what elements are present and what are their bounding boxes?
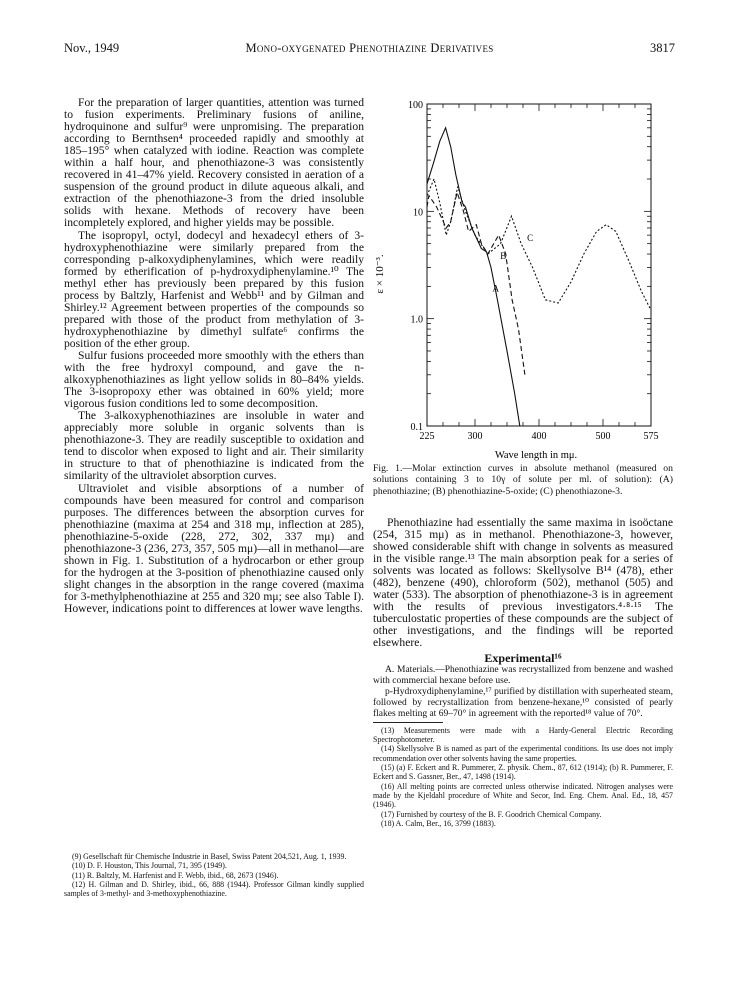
y-tick-label: 10 bbox=[413, 207, 423, 219]
header-title: Mono-oxygenated Phenothiazine Derivatives bbox=[245, 41, 494, 55]
footnote: (12) H. Gilman and D. Shirley, ibid., 66, 888 (1944). Professor Gilman kindly supplied samples of 3-methyl- and 3-methoxyphenothiazine. bbox=[64, 880, 364, 899]
paragraph: The 3-alkoxyphenothiazines are insoluble in water and appreciably more soluble in organic solvents than is phenothiazone-3. They are readily susceptible to oxidation and tend to discolor when exposed to light and air. Their similarity in structure to that of phenothiazine is indicated from the similarity of the ultraviolet absorption curves. bbox=[64, 409, 364, 483]
x-tick-label: 575 bbox=[643, 431, 659, 442]
curve-c bbox=[427, 179, 651, 310]
footnote: (13) Measurements were made with a Hardy-General Electric Recording Spectrophotometer. bbox=[373, 725, 673, 744]
paragraph: p-Hydroxydiphenylamine,¹⁷ purified by distillation with superheated steam, followed by recrystallization from benzene-hexane,¹⁰ consisted of pearly flakes melting at 69–70° in agreement with the reported¹⁸ value of 70°. bbox=[373, 686, 673, 719]
x-tick-label: 225 bbox=[419, 431, 435, 442]
right-footnotes bbox=[373, 726, 673, 829]
footnote: (16) All melting points are corrected unless otherwise indicated. Nitrogen analyses were made by the Kjeldahl procedure of White and Secor, Ind. Eng. Chem. Anal. Ed., 18, 457 (1946). bbox=[373, 781, 673, 810]
paragraph: Phenothiazine had essentially the same maxima in isoöctane (254, 315 mμ) as in methanol. Phenothiazone-3, however, showed considerable shift with change in solvents as measured in the visible range.¹³ The main absorption peak for a series of solvents was located as follows: Skellysolve B¹⁴ (478), ether (482), benzene (490), chloroform (502), methanol (505) and water (533). The absorption of phenothiazone-3 is in agreement with the results of previous investigators.⁴·⁸·¹⁵ The tuberculostatic properties of these compounds are the subject of other investigations, and the findings will be reported elsewhere. bbox=[373, 516, 673, 650]
footnote: (18) A. Calm, Ber., 16, 3799 (1883). bbox=[381, 819, 496, 828]
y-axis-label: ε × 10⁻³. bbox=[374, 254, 386, 294]
page-number: 3817 bbox=[650, 41, 675, 55]
curve-label-c: C bbox=[527, 232, 534, 243]
footnote: (9) Gesellschaft für Chemische Industrie in Basel, Swiss Patent 204,521, Aug. 1, 1939. bbox=[72, 852, 347, 861]
footnote: (11) R. Baltzly, M. Harfenist and F. Webb, ibid., 68, 2673 (1946). bbox=[72, 870, 279, 880]
y-tick-label: 100 bbox=[408, 100, 423, 111]
footnote: (10) D. F. Houston, This Journal, 71, 395 (1949). bbox=[72, 861, 227, 871]
curve-label-a: A bbox=[492, 283, 500, 294]
paragraph: For the preparation of larger quantities, attention was turned to fusion experiments. Preliminary fusions of aniline, hydroquinone and sulfur⁹ were unpromising. The preparation according to Bernthsen⁴ proceeded rapidly and smoothly at 185–195° when catalyzed with iodine. Reaction was complete within a half hour, and phenothiazone-3 was consistently recovered in 41–47% yield. Recovery consisted in aeration of a suspension of the ground product in dilute aqueous alkali, and extraction of the phenothiazone-3 from the dried insoluble solids with hexane. Methods of recovery have been incompletely explored, and higher yields may be possible. bbox=[64, 96, 364, 230]
footnote: (15) (a) F. Eckert and R. Pummerer, Z. physik. Chem., 87, 612 (1914); (b) R. Pummerer, F. Eckert and S. Gassner, Ber., 47, 1498 (1914). bbox=[373, 762, 673, 782]
paragraph: A. Materials.—Phenothiazine was recrystallized from benzene and washed with commercial hexane before use. bbox=[373, 664, 673, 686]
curve-label-b: B bbox=[500, 250, 507, 261]
x-tick-label: 300 bbox=[467, 431, 483, 442]
y-tick-label: 1.0 bbox=[410, 314, 423, 326]
footnote-rule bbox=[373, 722, 443, 723]
x-tick-label: 500 bbox=[595, 431, 611, 442]
footnote: (17) Furnished by courtesy of the B. F. Goodrich Chemical Company. bbox=[381, 809, 602, 819]
experimental-heading: Experimental¹⁶ bbox=[484, 650, 562, 665]
left-column bbox=[64, 97, 364, 615]
absorption-figure bbox=[373, 90, 675, 462]
paragraph: Ultraviolet and visible absorptions of a number of compounds have been measured for control and comparison purposes. The differences between the absorption curves for phenothiazine (maxima at 254 and 318 mμ, inflection at 285), phenothiazine-5-oxide (228, 272, 302, 337 mμ) and phenothiazone-3 (236, 273, 357, 505 mμ)—all in methanol—are shown in Fig. 1. Substitution of a hydrocarbon or ether group for the hydrogen at the 3-position of phenothiazine caused only slight changes in the absorption in the range covered (maxima for 3-methylphenothiazine at 255 and 320 mμ; see also Table I). However, indications point to differences at lower wave lengths. bbox=[64, 481, 364, 615]
figure-caption: Fig. 1.—Molar extinction curves in absolute methanol (measured on solutions containing 3 to 10γ of solute per ml. of solution): (A) phenothiazine; (B) phenothiazine-5-oxide; (C) phenothiazone-3. bbox=[373, 463, 673, 497]
running-header bbox=[64, 41, 675, 57]
paragraph: Sulfur fusions proceeded more smoothly with the ethers than with the free hydroxyl compound, and gave the n-alkoxyphenothiazines as light yellow solids in 80–84% yields. The 3-isopropoxy ether was obtained in 60% yield; more vigorous fusion conditions led to some decomposition. bbox=[64, 348, 364, 411]
plot-frame bbox=[427, 104, 651, 426]
left-footnotes bbox=[64, 852, 364, 899]
y-tick-label: 0.1 bbox=[410, 422, 423, 433]
footnote: (14) Skellysolve B is named as part of the experimental conditions. Its use does not imply recommendation over other solvents having the same properties. bbox=[373, 744, 673, 763]
header-date: Nov., 1949 bbox=[64, 41, 120, 55]
right-column bbox=[373, 517, 673, 828]
x-axis-label: Wave length in mμ. bbox=[494, 450, 578, 461]
absorption-chart bbox=[373, 90, 675, 462]
x-tick-label: 400 bbox=[531, 431, 547, 442]
curve-a bbox=[427, 128, 520, 426]
paragraph: The isopropyl, octyl, dodecyl and hexadecyl ethers of 3-hydroxyphenothiazine were similarly prepared from the corresponding p-alkoxydiphenylamines, which were readily formed by etherification of p-hydroxydiphenylamine.¹⁰ The methyl ether has previously been prepared by this fusion process by Baltzly, Harfenist and Webb¹¹ and by Gilman and Shirley.¹² Agreement between properties of the compounds so prepared with those of the product from methylation of 3-hydroxyphenothiazine by dimethyl sulfate⁶ confirms the position of the ether group. bbox=[64, 228, 364, 350]
experimental-text bbox=[373, 665, 673, 720]
